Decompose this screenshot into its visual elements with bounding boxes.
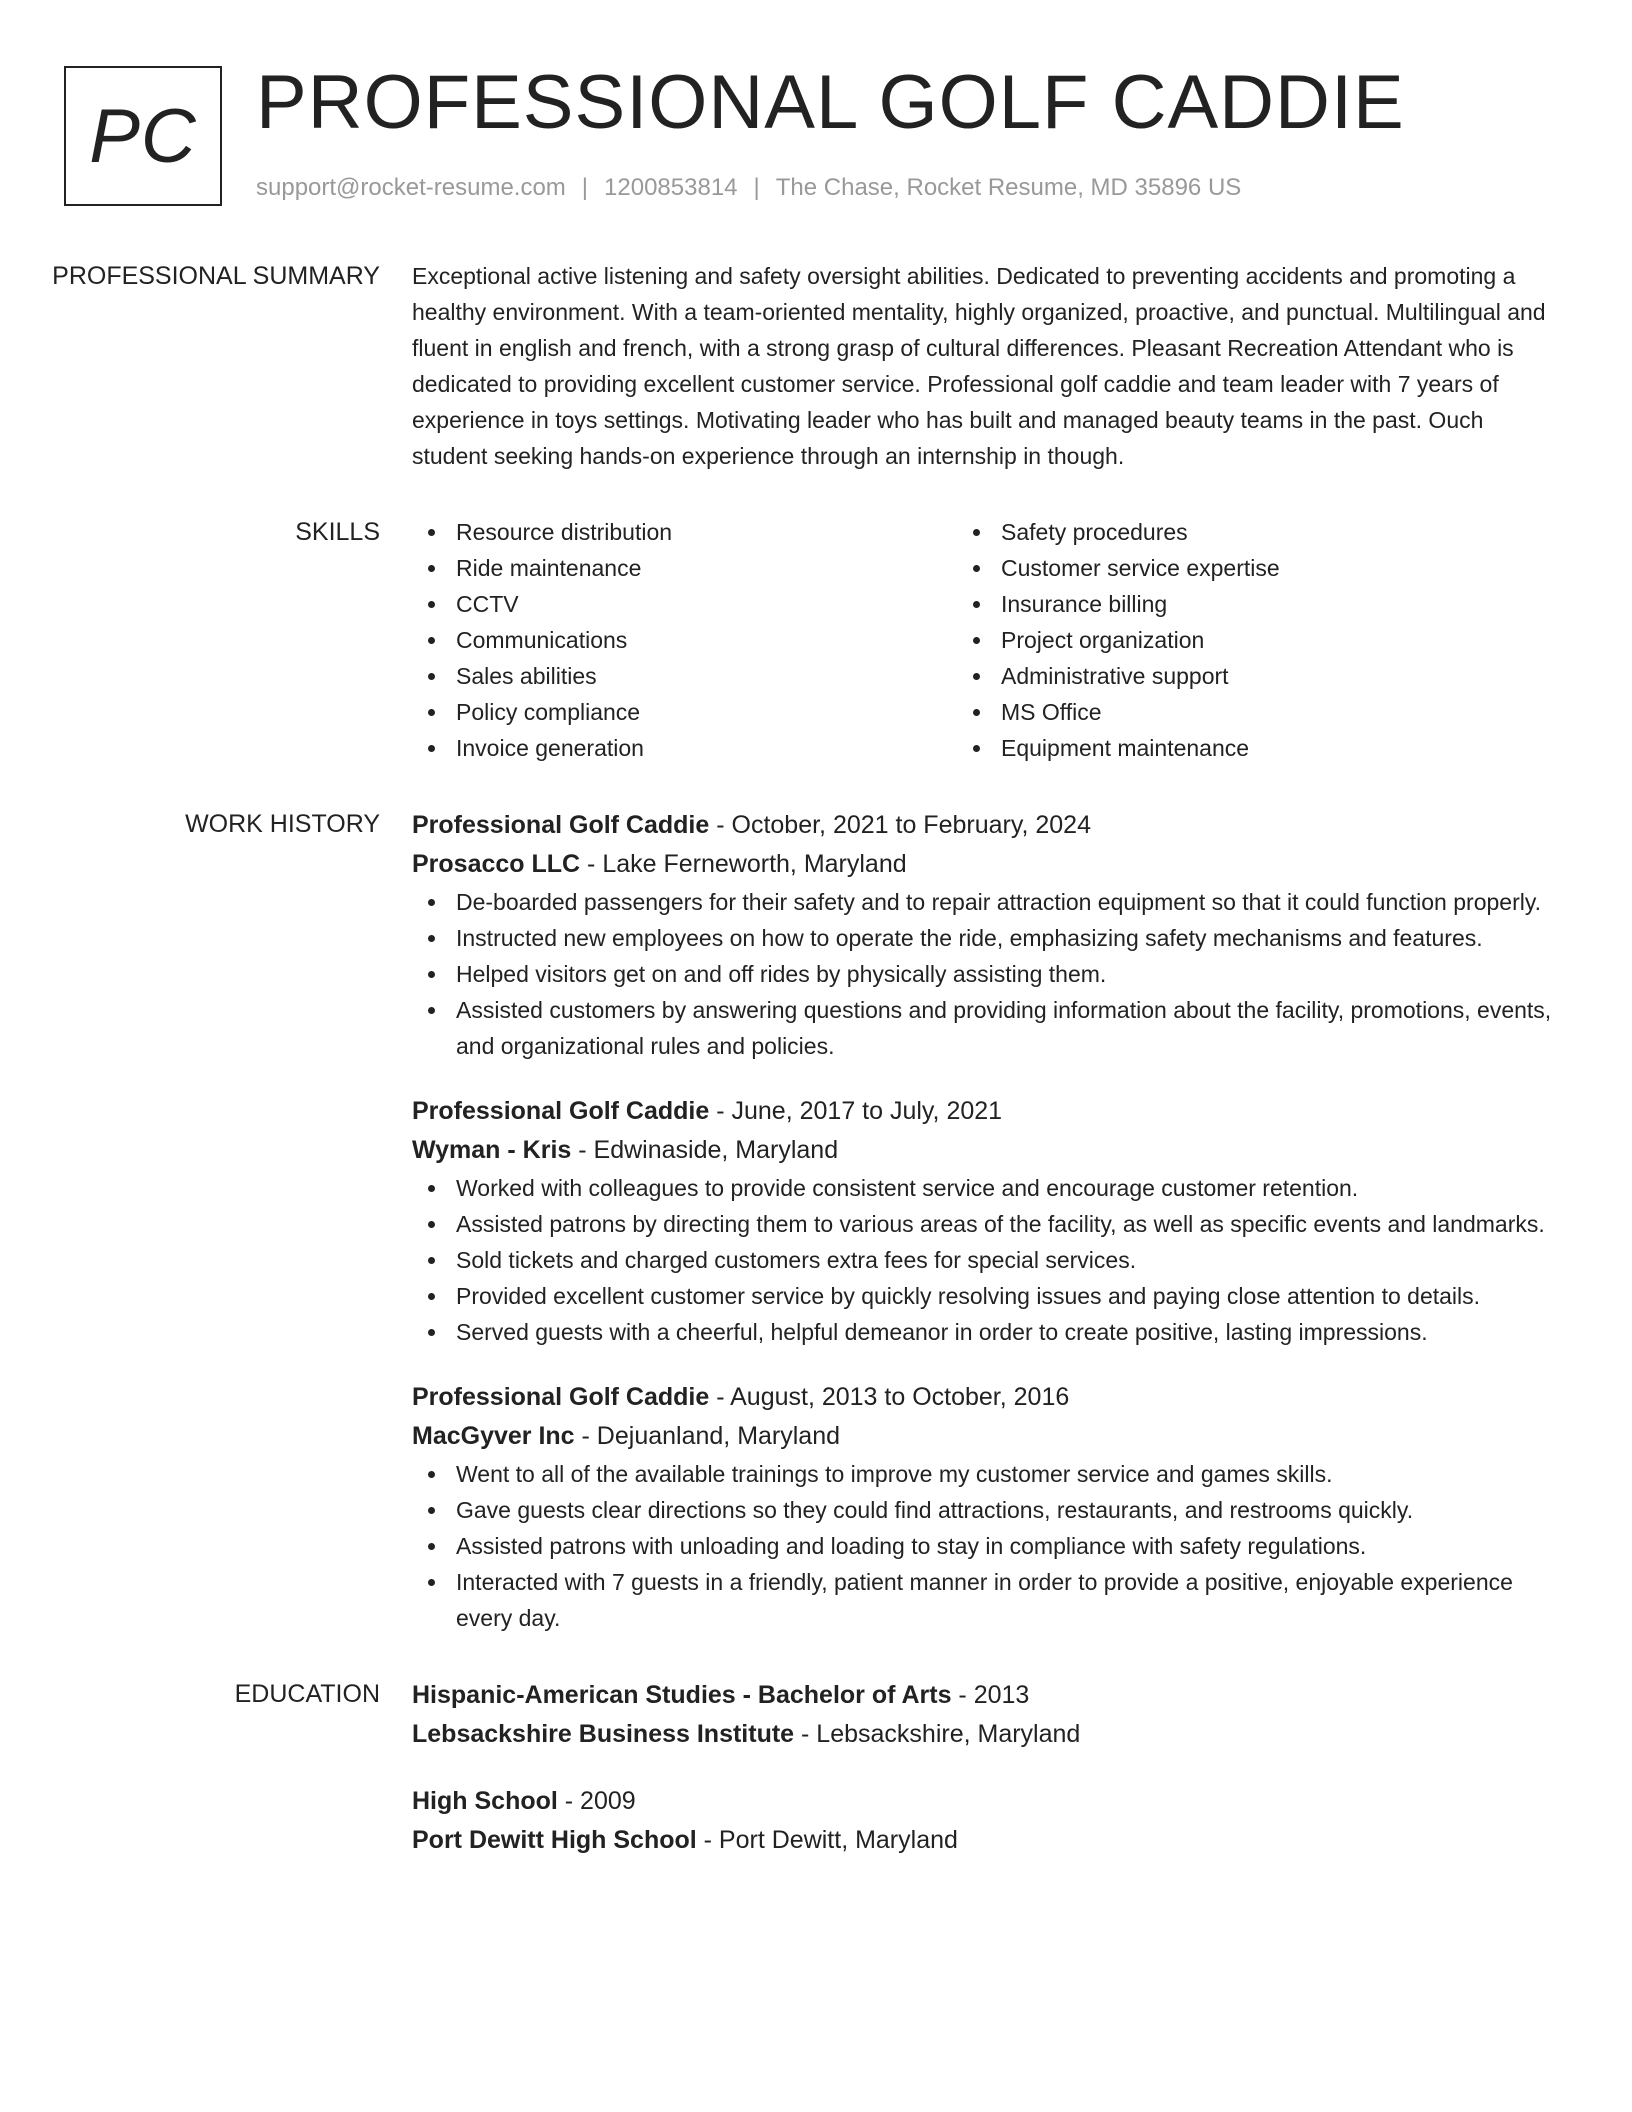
contact-email[interactable]: support@rocket-resume.com [256, 174, 566, 201]
job-duty: Gave guests clear directions so they could find attractions, restaurants, and restrooms quickly. [412, 1492, 1552, 1528]
job-duty: Provided excellent customer service by quickly resolving issues and paying close attention to details. [412, 1278, 1552, 1314]
job-duty: Assisted customers by answering questions and providing information about the facility, promotions, events, and organizational rules and policies. [412, 992, 1552, 1064]
job-title-line [412, 1092, 1552, 1131]
job-company: Wyman - Kris [412, 1136, 572, 1164]
skills-grid [412, 514, 1552, 766]
skill-item: Resource distribution [412, 514, 957, 550]
job-entry [412, 806, 1552, 1064]
education-degree: Hispanic-American Studies - Bachelor of Arts [412, 1681, 952, 1709]
education-school: Port Dewitt High School [412, 1826, 697, 1854]
skill-item: Project organization [957, 622, 1502, 658]
job-title-line [412, 806, 1552, 845]
job-company: MacGyver Inc [412, 1422, 575, 1450]
contact-address: The Chase, Rocket Resume, MD 35896 US [775, 174, 1242, 201]
work-history-section [0, 806, 1632, 1636]
job-location: - Edwinaside, Maryland [571, 1136, 839, 1164]
education-entry [412, 1676, 1552, 1754]
job-role: Professional Golf Caddie [412, 811, 710, 839]
job-duty: Worked with colleagues to provide consistent service and encourage customer retention. [412, 1170, 1552, 1206]
job-duty: Interacted with 7 guests in a friendly, patient manner in order to provide a positive, enjoyable experience every day. [412, 1564, 1552, 1636]
contact-separator: | [581, 174, 589, 201]
summary-section [0, 258, 1632, 474]
section-title: EDUCATION [234, 1680, 380, 1708]
skill-item: Customer service expertise [957, 550, 1502, 586]
section-body [412, 258, 1552, 474]
section-body [412, 806, 1552, 1636]
education-year: - 2009 [557, 1787, 636, 1815]
job-duties [412, 884, 1552, 1064]
job-dates: - August, 2013 to October, 2016 [709, 1383, 1070, 1411]
resume-content [0, 258, 1632, 1900]
job-dates: - October, 2021 to February, 2024 [709, 811, 1091, 839]
job-duty: Served guests with a cheerful, helpful demeanor in order to create positive, lasting impressions. [412, 1314, 1552, 1350]
skill-item: Sales abilities [412, 658, 957, 694]
job-location: - Dejuanland, Maryland [574, 1422, 841, 1450]
skills-list-left [412, 514, 957, 766]
education-entry [412, 1782, 1552, 1860]
skill-item: Safety procedures [957, 514, 1502, 550]
job-company-line [412, 845, 1552, 884]
job-dates: - June, 2017 to July, 2021 [709, 1097, 1003, 1125]
skill-item: Policy compliance [412, 694, 957, 730]
section-title: PROFESSIONAL SUMMARY [52, 262, 380, 290]
job-company-line [412, 1131, 1552, 1170]
education-location: - Lebsackshire, Maryland [794, 1720, 1081, 1748]
education-school-line [412, 1715, 1552, 1754]
job-company-line [412, 1417, 1552, 1456]
job-role: Professional Golf Caddie [412, 1097, 710, 1125]
resume-name: PROFESSIONAL GOLF CADDIE [256, 60, 1405, 145]
skill-item: Equipment maintenance [957, 730, 1502, 766]
skills-list-right [957, 514, 1502, 766]
job-duty: Instructed new employees on how to operate the ride, emphasizing safety mechanisms and features. [412, 920, 1552, 956]
job-title-line [412, 1378, 1552, 1417]
job-entry [412, 1378, 1552, 1636]
skill-item: Insurance billing [957, 586, 1502, 622]
job-company: Prosacco LLC [412, 850, 581, 878]
job-duties [412, 1170, 1552, 1350]
job-role: Professional Golf Caddie [412, 1383, 710, 1411]
job-duties [412, 1456, 1552, 1636]
education-section [0, 1676, 1632, 1860]
section-body [412, 1676, 1552, 1860]
job-duty: Assisted patrons with unloading and loading to stay in compliance with safety regulations. [412, 1528, 1552, 1564]
education-school-line [412, 1821, 1552, 1860]
contact-line [256, 174, 1241, 202]
job-duty: De-boarded passengers for their safety and to repair attraction equipment so that it could function properly. [412, 884, 1552, 920]
education-school: Lebsackshire Business Institute [412, 1720, 795, 1748]
monogram: PC [64, 66, 222, 206]
contact-separator: | [753, 174, 760, 201]
skill-item: CCTV [412, 586, 957, 622]
job-location: - Lake Ferneworth, Maryland [580, 850, 907, 878]
job-duty: Assisted patrons by directing them to various areas of the facility, as well as specific events and landmarks. [412, 1206, 1552, 1242]
education-degree: High School [412, 1787, 558, 1815]
contact-phone[interactable]: 1200853814 [604, 174, 738, 201]
job-duty: Sold tickets and charged customers extra fees for special services. [412, 1242, 1552, 1278]
skill-item: MS Office [957, 694, 1502, 730]
education-degree-line [412, 1782, 1552, 1821]
skill-item: Ride maintenance [412, 550, 957, 586]
education-location: - Port Dewitt, Maryland [696, 1826, 958, 1854]
job-entry [412, 1092, 1552, 1350]
education-degree-line [412, 1676, 1552, 1715]
skill-item: Administrative support [957, 658, 1502, 694]
section-title: WORK HISTORY [185, 810, 380, 838]
skills-section [0, 514, 1632, 766]
job-duty: Went to all of the available trainings to improve my customer service and games skills. [412, 1456, 1552, 1492]
section-title: SKILLS [295, 518, 380, 546]
summary-text: Exceptional active listening and safety oversight abilities. Dedicated to preventing accidents and promoting a healthy environment. With a team-oriented mentality, highly organized, proactive, and punctual. Multilingual and fluent in english and french, with a strong grasp of cultural differences. Pleasant Recreation Attendant who is dedicated to providing excellent customer service. Professional golf caddie and team leader with 7 years of experience in toys settings. Motivating leader who has built and managed beauty teams in the past. Ouch student seeking hands-on experience through an internship in though. [412, 263, 1546, 469]
job-duty: Helped visitors get on and off rides by physically assisting them. [412, 956, 1552, 992]
education-year: - 2013 [951, 1681, 1030, 1709]
skill-item: Communications [412, 622, 957, 658]
skill-item: Invoice generation [412, 730, 957, 766]
